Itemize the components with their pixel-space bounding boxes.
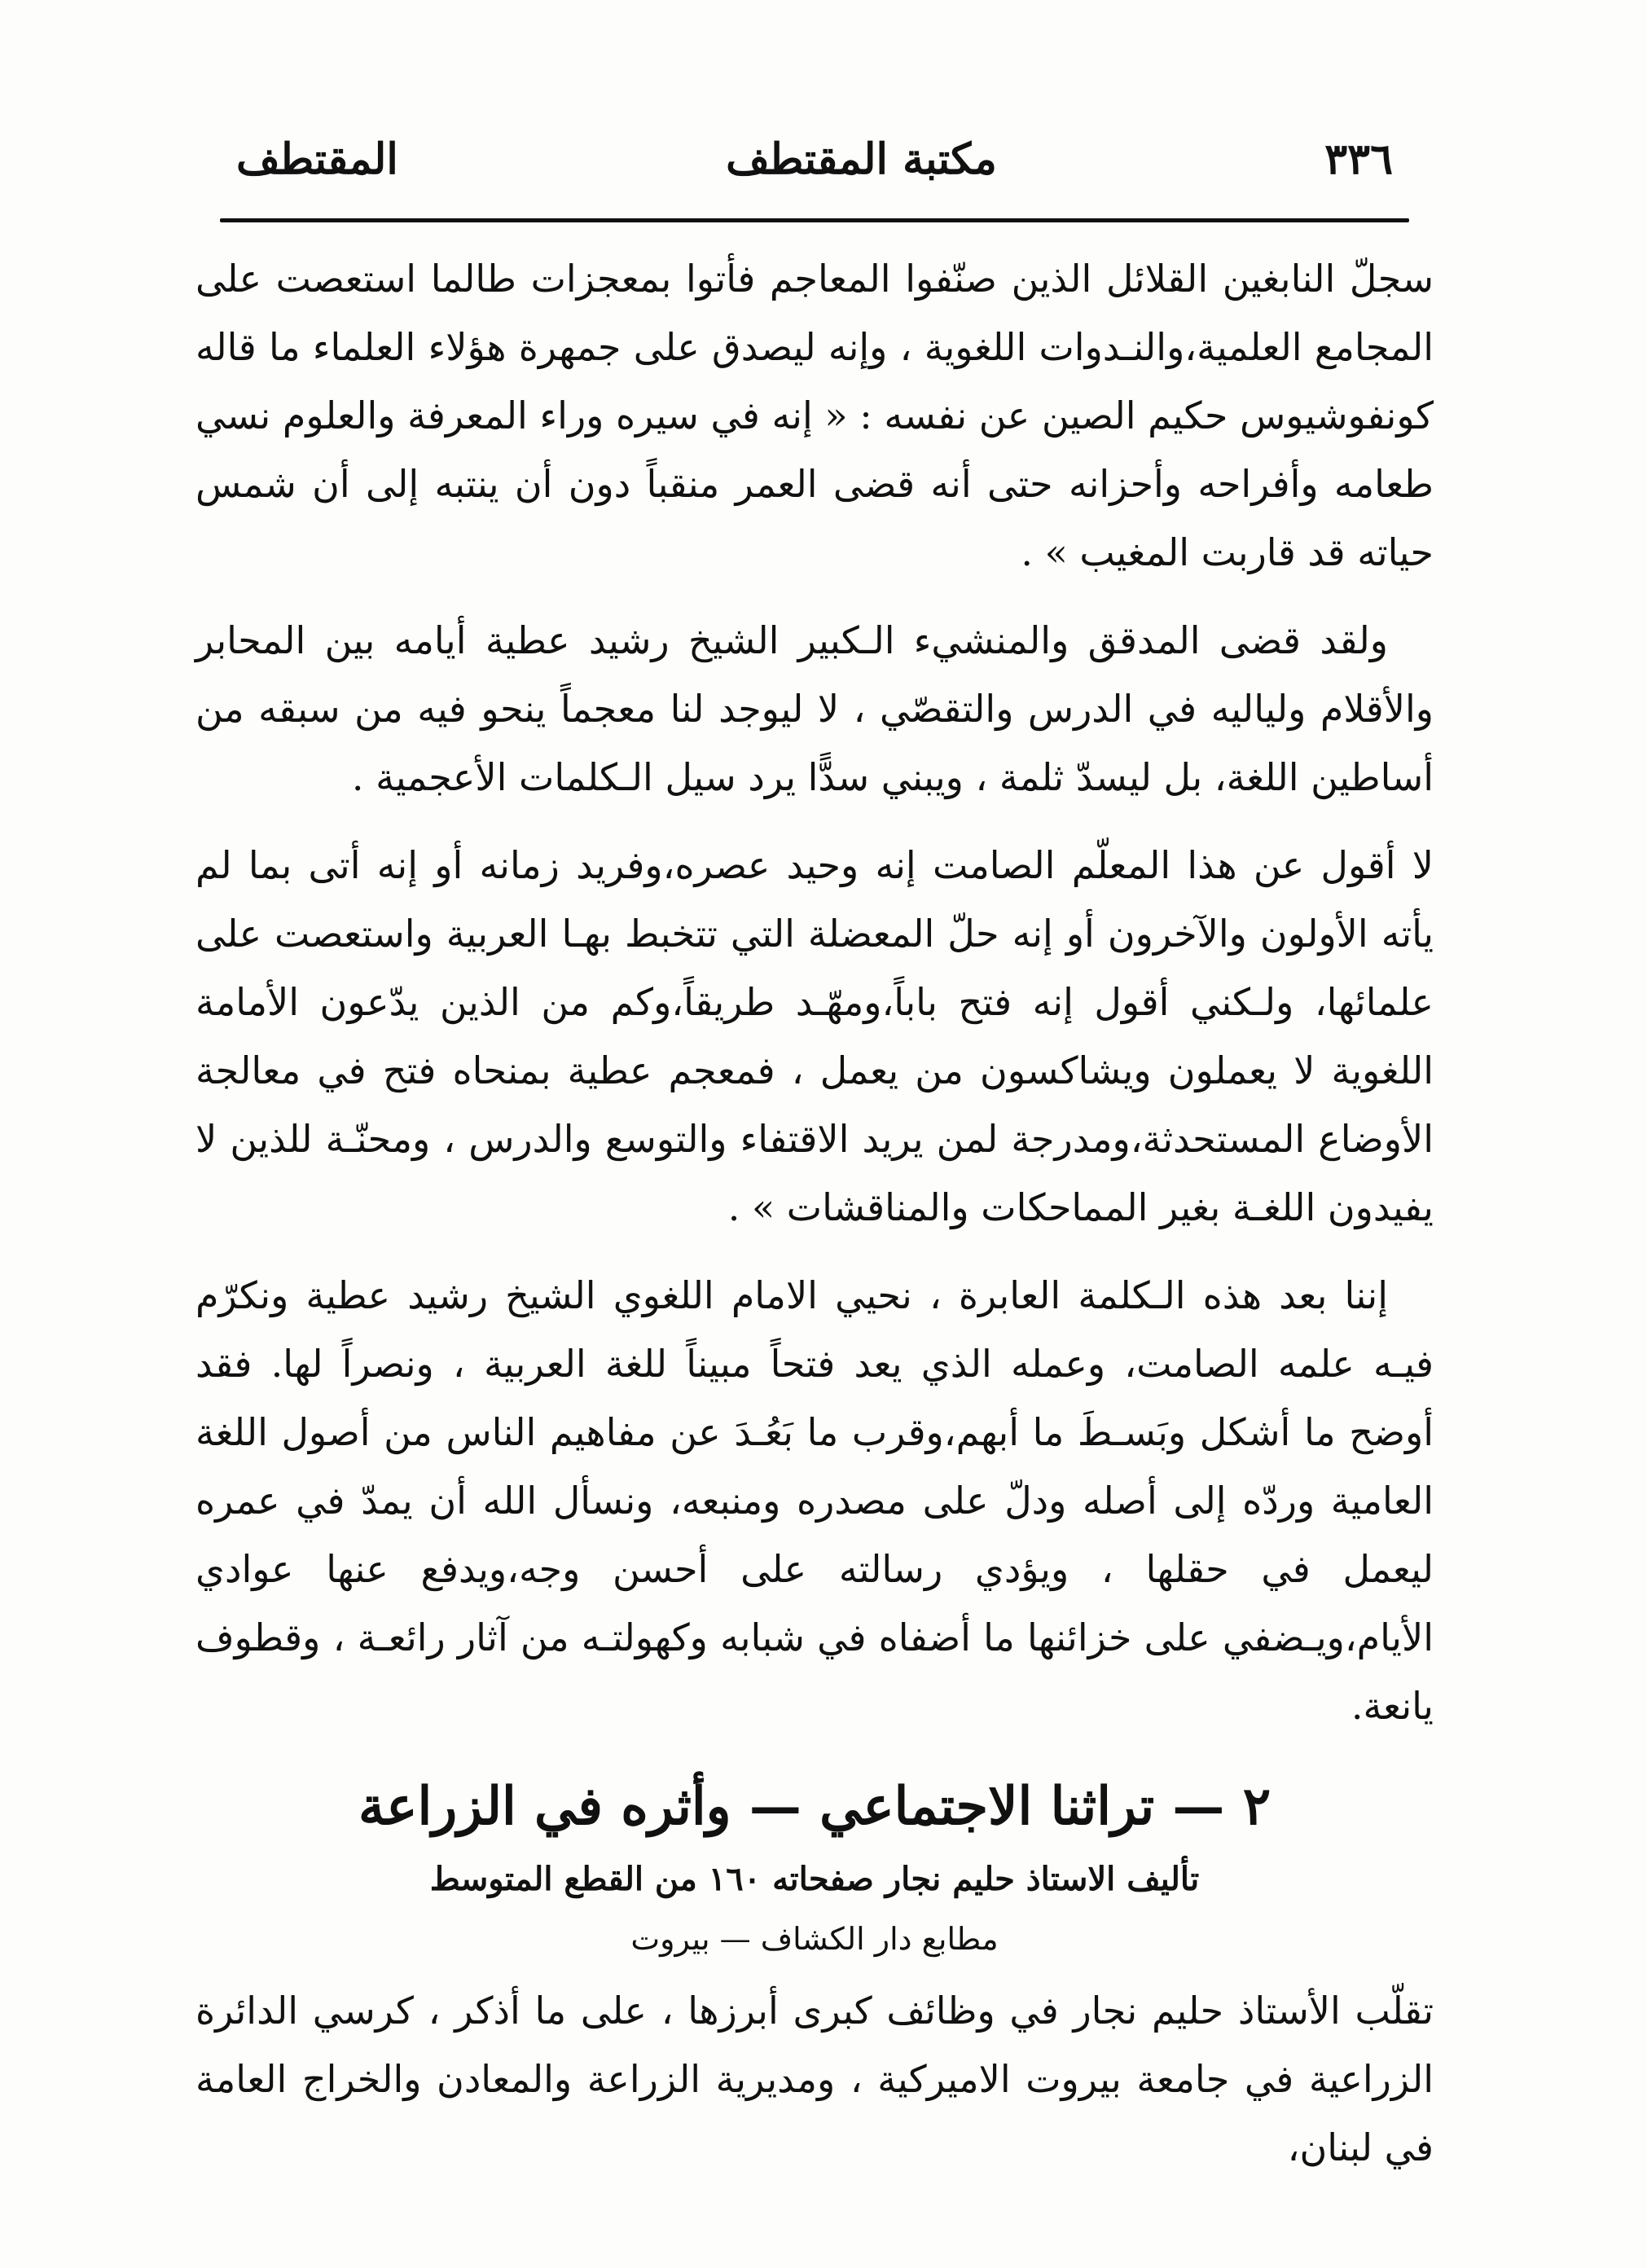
paragraph: تقلّب الأستاذ حليم نجار في وظائف كبرى أبرزها ، على ما أذكر ، كرسي الدائرة الزراعية في جامعة بيروت الاميركية ، ومديرية الزراعة والمعادن والخراج العامة في لبنان،: [195, 1989, 1434, 2169]
section-heading: مكتبة المقتطف: [726, 134, 997, 184]
header-rule: [220, 218, 1409, 222]
paragraph: لا أقول عن هذا المعلّم الصامت إنه وحيد عصره،وفريد زمانه أو إنه أتى بما لم يأته الأولون والآخرون أو إنه حلّ المعضلة التي تتخبط بهـا العربية واستعصت على علمائها، ولـكني أقول إنه فتح باباً،ومهّـد طريقاً،وكم من الذين يدّعون الأمامة اللغوية لا يعملون ويشاكسون من يعمل ، فمعجم عطية بمنحاه فتح في معالجة الأوضاع المستحدثة،ومدرجة لمن يريد الاقتفاء والتوسع والدرس ، ومحنّـة للذين لا يفيدون اللغـة بغير المماحكات والمناقشات » .: [195, 843, 1434, 1229]
paragraph: ولقد قضى المدقق والمنشيء الـكبير الشيخ رشيد عطية أيامه بين المحابر والأقلام ولياليه في الدرس والتقصّي ، لا ليوجد لنا معجماً ينحو فيه من سبقه من أساطين اللغة، بل ليسدّ ثلمة ، ويبني سدًّا يرد سيل الـكلمات الأعجمية .: [195, 618, 1434, 799]
publisher-line: مطابع دار الكشاف — بيروت: [630, 1921, 999, 1957]
running-header: [236, 122, 1393, 196]
book-details: تأليف الاستاذ حليم نجار صفحاته ١٦٠ من القطع المتوسط: [429, 1860, 1200, 1898]
paragraph: سجلّ النابغين القلائل الذين صنّفوا المعاجم فأتوا بمعجزات طالما استعصت على المجامع العلمية،والنـدوات اللغوية ، وإنه ليصدق على جمهرة هؤلاء العلماء ما قاله كونفوشيوس حكيم الصين عن نفسه : « إنه في سيره وراء المعرفة والعلوم نسي طعامه وأفراحه وأحزانه حتى أنه قضى العمر منقباً دون أن ينتبه إلى أن شمس حياته قد قاربت المغيب » .: [195, 257, 1434, 574]
page-number: ٣٣٦: [1324, 134, 1393, 184]
journal-name: المقتطف: [236, 134, 398, 184]
article-body: [195, 244, 1434, 2201]
section-title: ٢ — تراثنا الاجتماعي — وأثره في الزراعة: [358, 1776, 1271, 1837]
paragraph: إننا بعد هذه الـكلمة العابرة ، نحيي الامام اللغوي الشيخ رشيد عطية ونكرّم فيـه علمه الصامت، وعمله الذي يعد فتحاً مبيناً للغة العربية ، ونصراً لها. فقد أوضح ما أشكل وبَسـطَ ما أبهم،وقرب ما بَعُـدَ عن مفاهيم الناس من أصول اللغة العامية وردّه إلى أصله ودلّ على مصدره ومنبعه، ونسأل الله أن يمدّ في عمره ليعمل في حقلها ، ويؤدي رسالته على أحسن وجه،ويدفع عنها عوادي الأيام،ويـضفي على خزائنها ما أضفاه في شبابه وكهولتـه من آثار رائعـة ، وقطوف يانعة.: [195, 1273, 1434, 1728]
